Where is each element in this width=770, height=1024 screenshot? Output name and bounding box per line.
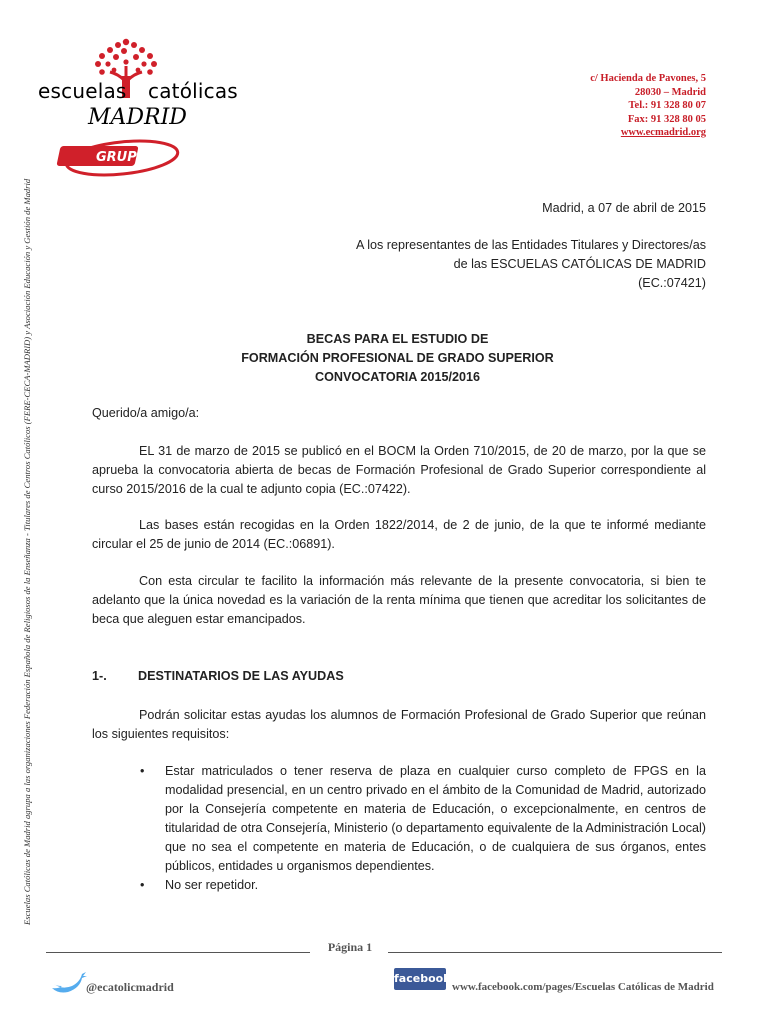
escuelas-catolicas-logo [38,36,238,186]
title-line: BECAS PARA EL ESTUDIO DE [306,332,489,346]
recipient-block [286,236,706,293]
paragraph-text: Las bases están recogidas en la Orden 1822/2014, de 2 de junio, de la que te informé mediante circular el 25 de junio de 2014 (EC.:06891). [92,518,706,551]
twitter-handle[interactable]: @ecatolicmadrid [86,980,174,994]
recipient-line: (EC.:07421) [638,276,706,290]
page-number: Página 1 [327,940,373,954]
list-item [140,762,706,876]
grupo-fp-badge [56,136,179,180]
footer-divider-right [388,952,722,953]
address-street: c/ Hacienda de Pavones, 5 [590,73,706,84]
logo-word-left: escuelas [38,79,127,103]
paragraph-3 [92,572,706,629]
list-item-text: No ser repetidor. [165,878,259,892]
logo-madrid-text: MADRID [88,105,187,130]
requirements-list [140,762,706,895]
paragraph-4 [92,706,706,744]
paragraph-text: Podrán solicitar estas ayudas los alumnos de Formación Profesional de Grado Superior que reúnan los siguientes requisitos: [92,708,706,741]
letter-date: Madrid, a 07 de abril de 2015 [542,201,706,215]
list-item [140,876,706,895]
document-title [90,330,705,387]
facebook-url[interactable]: www.facebook.com/pages/Escuelas Católicas de Madrid [452,981,714,993]
side-vertical-text: Escuelas Católicas de Madrid agrupa a las organizaciones Federación Española de Religiosos de la Enseñanza - Titulares de Centros Católicos (FERE-CECA-MADRID) y Asociación Educación y Gestión de Madrid [22,178,32,925]
address-fax: Fax: 91 328 80 05 [627,113,706,125]
section-title: DESTINATARIOS DE LAS AYUDAS [138,669,344,683]
address-postal: 28030 – Madrid [634,86,706,98]
bullet-icon: • [140,878,145,892]
recipient-line: A los representantes de las Entidades Titulares y Directores/as [355,238,706,252]
website-link[interactable]: www.ecmadrid.org [620,127,706,138]
logo-word-right: católicas [148,79,238,103]
paragraph-text: Con esta circular te facilito la información más relevante de la presente convocatoria, si bien te adelanto que la única novedad es la variación de la renta mínima que tienen que acreditar los solicitantes de beca que aleguen estar emancipados. [92,574,706,626]
recipient-line: de las ESCUELAS CATÓLICAS DE MADRID [453,257,706,271]
address-block [590,72,706,140]
section-1-heading [92,667,706,686]
paragraph-text: EL 31 de marzo de 2015 se publicó en el BOCM la Orden 710/2015, de 20 de marzo, por la que se aprueba la convocatoria abierta de becas de Formación Profesional de Grado Superior correspondiente al curso 2015/2016 de la cual te adjunto copia (EC.:07422). [92,444,706,496]
twitter-bird-icon[interactable] [48,970,88,994]
greeting: Querido/a amigo/a: [92,406,200,420]
title-line: CONVOCATORIA 2015/2016 [315,370,480,384]
title-line: FORMACIÓN PROFESIONAL DE GRADO SUPERIOR [241,351,554,365]
section-number: 1-. [92,669,107,683]
grupo-fp-text: GRUPO FP [96,150,171,165]
facebook-logo-icon[interactable]: facebook [394,968,446,990]
list-item-text: Estar matriculados o tener reserva de plaza en cualquier curso completo de FPGS en la modalidad presencial, en un centro privado en el ámbito de la Comunidad de Madrid, autorizado por la Consejería competente en materia de Educación, o excepcionalmente, en centros de titularidad de otra Consejería, Ministerio (o departamento equivalente de la Administración Local) que no sea el competente en materia de Educación, o de cualquiera de sus órganos, entes públicos, entidades u organismos dependientes. [165,764,706,873]
paragraph-1 [92,442,706,499]
address-tel: Tel.: 91 328 80 07 [628,100,706,111]
footer-divider-left [46,952,310,953]
bullet-icon: • [140,764,145,778]
paragraph-2 [92,516,706,554]
tree-logo-icon [38,36,238,186]
